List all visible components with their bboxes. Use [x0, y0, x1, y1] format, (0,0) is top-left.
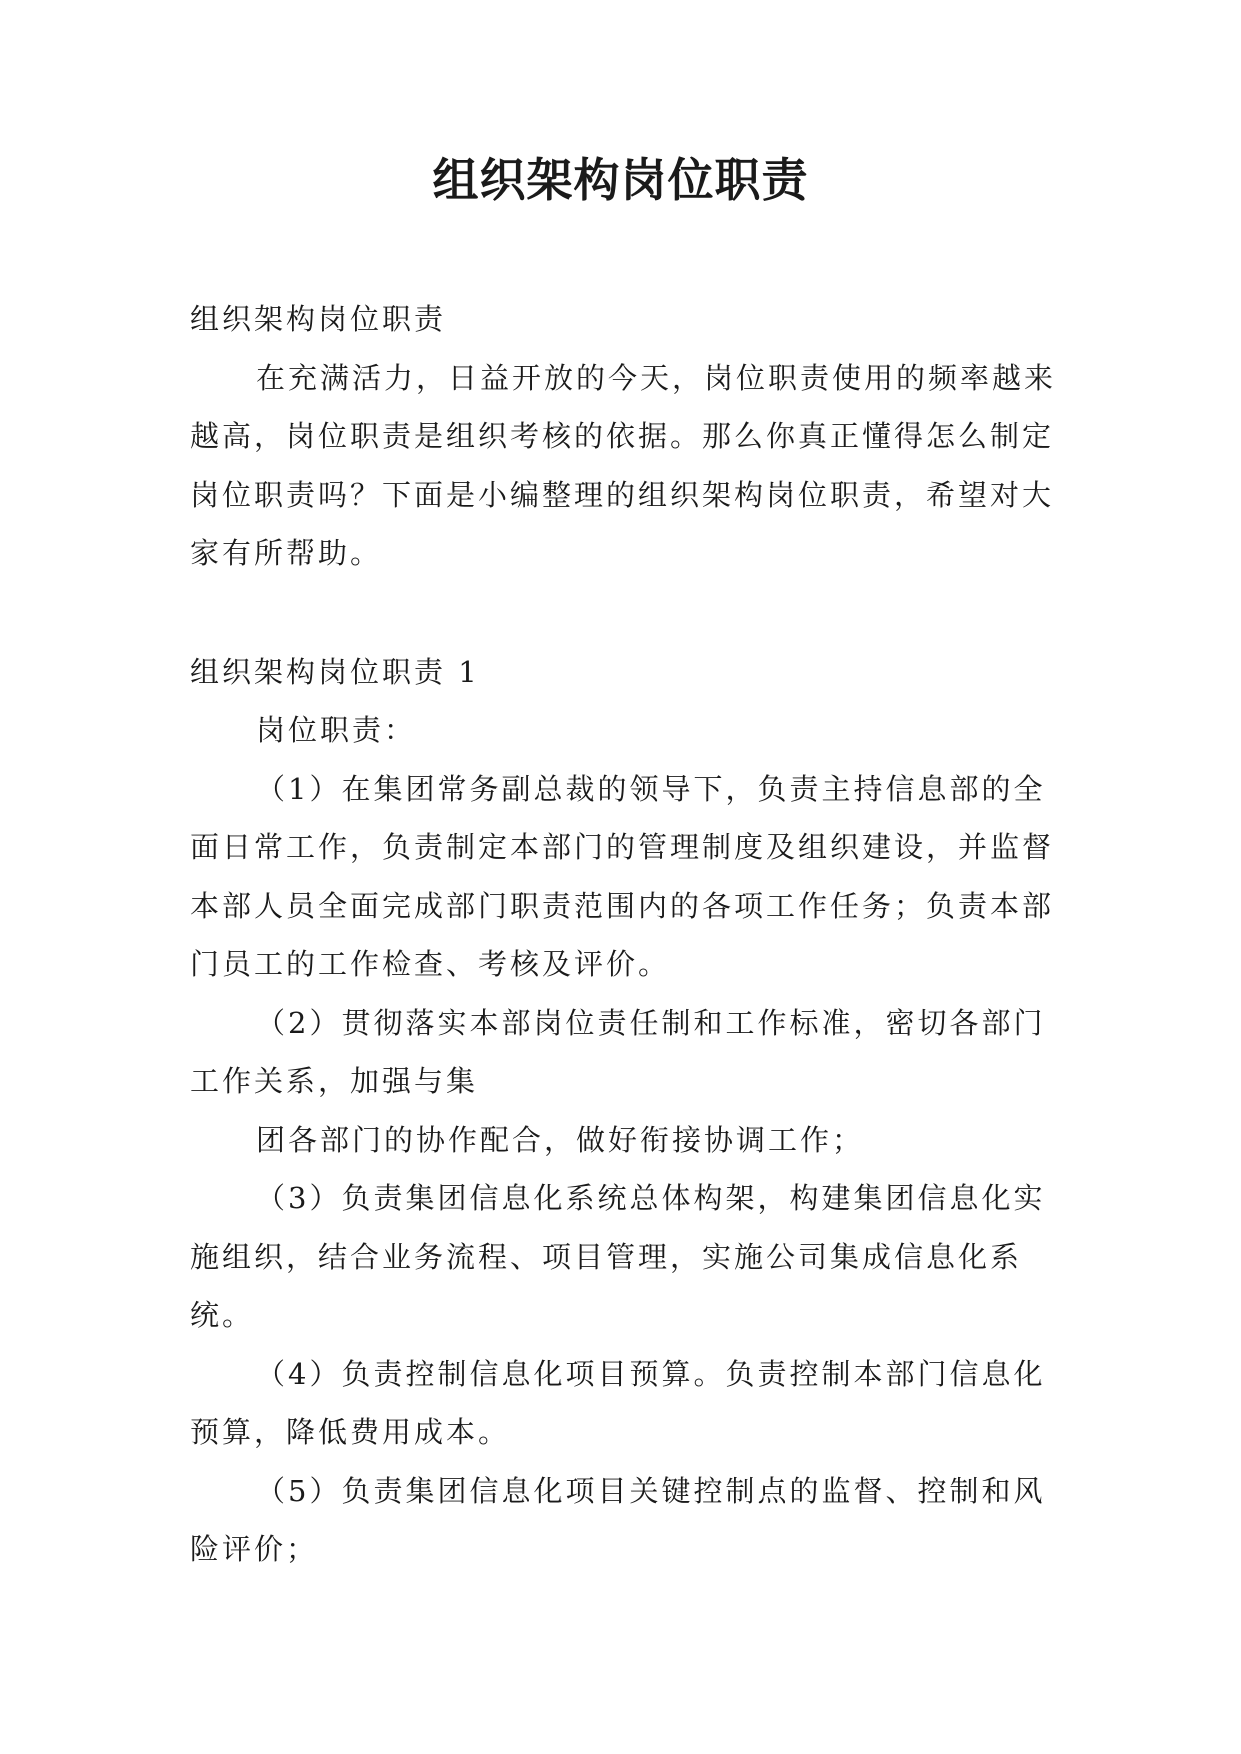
paragraph-gap — [190, 583, 1060, 643]
duty-item-5: （5）负责集团信息化项目关键控制点的监督、控制和风险评价； — [190, 1473, 1046, 1566]
duty-item-2-continued: 团各部门的协作配合，做好衔接协调工作； — [256, 1122, 865, 1157]
document-title: 组织架构岗位职责 — [432, 153, 809, 207]
section-heading-intro: 组织架构岗位职责 — [190, 302, 447, 336]
duty-item-1: （1）在集团常务副总裁的领导下，负责主持信息部的全面日常工作，负责制定本部门的管理制度及组织建设，并监督本部人员全面完成部门职责范围内的各项工作任务；负责本部门员工的工作检查、考核及评价。 — [190, 771, 1055, 981]
document-body — [190, 290, 1060, 1579]
duties-label: 岗位职责： — [256, 713, 417, 747]
intro-paragraph: 在充满活力，日益开放的今天，岗位职责使用的频率越来越高，岗位职责是组织考核的依据。那么你真正懂得怎么制定岗位职责吗？下面是小编整理的组织架构岗位职责，希望对大家有所帮助。 — [190, 360, 1057, 570]
duty-item-3: （3）负责集团信息化系统总体构架，构建集团信息化实施组织，结合业务流程、项目管理，实施公司集成信息化系统。 — [190, 1181, 1046, 1332]
duty-item-4: （4）负责控制信息化项目预算。负责控制本部门信息化预算，降低费用成本。 — [190, 1356, 1046, 1449]
section-heading-1: 组织架构岗位职责 1 — [190, 654, 480, 689]
duty-item-2: （2）贯彻落实本部岗位责任制和工作标准，密切各部门工作关系，加强与集 — [190, 1005, 1046, 1098]
